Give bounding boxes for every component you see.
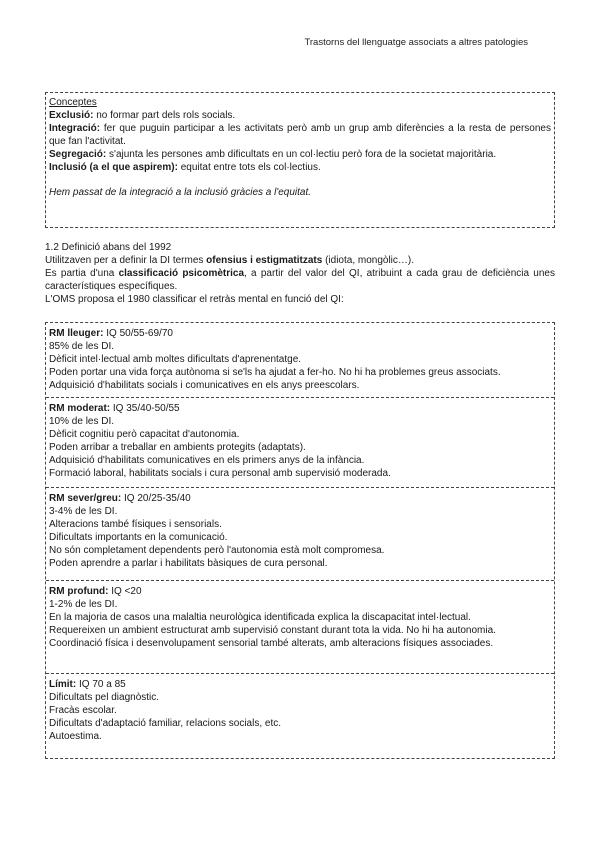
level-line: Dificultats pel diagnòstic.	[49, 692, 160, 703]
concept-segregacio	[49, 148, 551, 161]
level-line: Coordinació física i desenvolupament sensorial també alterats, amb alteracions físiques associades.	[49, 638, 494, 649]
level-sever	[46, 488, 554, 581]
concept-term: Inclusió (a el que aspirem):	[49, 162, 178, 173]
level-moderat	[46, 398, 554, 488]
level-line: Poden arribar a treballar en ambients protegits (adaptats).	[49, 442, 306, 453]
concepts-footer: Hem passat de la integració a la inclusió gràcies a l'equitat.	[49, 187, 312, 198]
level-line: Poden aprendre a parlar i habilitats bàsiques de cura personal.	[49, 558, 328, 569]
concept-inclusio	[49, 161, 551, 174]
concepts-box	[45, 92, 555, 228]
level-title: Límit: IQ 70 a 85	[49, 679, 126, 690]
definition-p1: Utilitzaven per a definir la DI termes ofensius i estigmatitzats (idiota, mongòlic…).	[45, 255, 415, 266]
level-profund	[46, 581, 554, 674]
level-line: 1-2% de les DI.	[49, 599, 118, 610]
level-line: En la majoria de casos una malaltia neurològica identificada explica la discapacitat intel·lectual.	[49, 612, 471, 623]
level-line: Poden portar una vida força autònoma si se'ls ha ajudat a fer-ho. No hi ha problemes greus associats.	[49, 367, 501, 378]
concepts-title: Conceptes	[49, 97, 97, 108]
level-lleuger	[46, 323, 554, 398]
level-line: Dèficit cognitiu però capacitat d'autonomia.	[49, 429, 240, 440]
level-title: RM moderat: IQ 35/40-50/55	[49, 403, 180, 414]
level-title: RM profund: IQ <20	[49, 586, 142, 597]
section-heading: 1.2 Definició abans del 1992	[45, 242, 172, 253]
level-title: RM sever/greu: IQ 20/25-35/40	[49, 493, 191, 504]
level-limit	[46, 674, 554, 758]
level-line: No són completament dependents però l'autonomia està molt compromesa.	[49, 545, 385, 556]
concept-integracio	[49, 122, 551, 148]
level-line: 3-4% de les DI.	[49, 506, 118, 517]
definition-section	[45, 241, 555, 306]
concept-term: Exclusió:	[49, 110, 94, 121]
concept-term: Integració:	[49, 123, 101, 134]
definition-p3: L'OMS proposa el 1980 classificar el retràs mental en funció del QI:	[45, 294, 344, 305]
concept-text: no formar part dels rols socials.	[93, 110, 236, 121]
level-line: Formació laboral, habilitats socials i cura personal amb supervisió moderada.	[49, 468, 391, 479]
level-title: RM lleuger: IQ 50/55-69/70	[49, 328, 173, 339]
level-line: Autoestima.	[49, 731, 102, 742]
concept-term: Segregació:	[49, 149, 107, 160]
level-line: Requereixen un ambient estructurat amb supervisió constant durant tota la vida. No hi ha autonomia.	[49, 625, 496, 636]
definition-p2: Es partia d'una classificació psicomètrica, a partir del valor del QI, atribuint a cada grau de deficiència unes característiques específiques.	[45, 268, 555, 292]
level-line: Adquisició d'habilitats comunicatives en els primers anys de la infància.	[49, 455, 365, 466]
concept-text: fer que puguin participar a les activitats però amb un grup amb diferències a la resta de persones que fan l'activitat.	[49, 123, 551, 147]
level-line: Dificultats importants en la comunicació.	[49, 532, 228, 543]
concept-exclusio	[49, 109, 551, 122]
level-line: Dificultats d'adaptació familiar, relacions socials, etc.	[49, 718, 282, 729]
level-line: 10% de les DI.	[49, 416, 115, 427]
level-line: Adquisició d'habilitats socials i comunicatives en els anys preescolars.	[49, 380, 360, 391]
level-line: Alteracions també físiques i sensorials.	[49, 519, 222, 530]
concept-text: equitat entre tots els col·lectius.	[177, 162, 321, 173]
classification-table	[45, 322, 555, 759]
running-header: Trastorns del llenguatge associats a altres patologies	[304, 37, 528, 48]
level-line: Dèficit intel·lectual amb moltes dificultats d'aprenentatge.	[49, 354, 302, 365]
level-line: Fracàs escolar.	[49, 705, 117, 716]
concept-text: s'ajunta les persones amb dificultats en un col·lectiu però fora de la societat majoritària.	[106, 149, 497, 160]
level-line: 85% de les DI.	[49, 341, 115, 352]
